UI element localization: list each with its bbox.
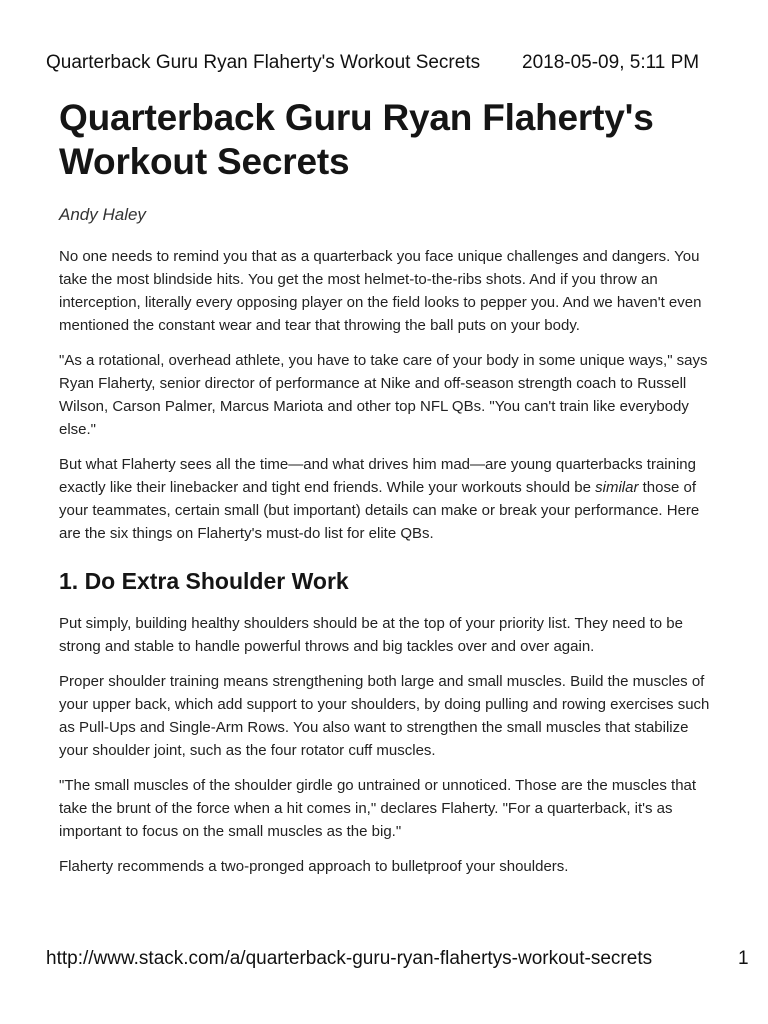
print-footer — [46, 948, 766, 976]
paragraph-3-text-after: those of your teammates, certain small (but important) details can make or break your performance. Here are the six things on Flaherty's must-do list for elite QBs. — [59, 479, 700, 542]
source-url-link[interactable]: http://www.stack.com/a/quarterback-guru-ryan-flahertys-workout-secrets — [46, 948, 653, 969]
paragraph-3-emphasis: similar — [595, 479, 639, 496]
paragraph-3-text-before: But what Flaherty sees all the time—and what drives him mad—are young quarterbacks training exactly like their linebacker and tight end friends. While your workouts should be — [59, 456, 696, 496]
section-1-heading: 1. Do Extra Shoulder Work — [59, 568, 349, 594]
article-paragraph-1: No one needs to remind you that as a quarterback you face unique challenges and dangers. You take the most blindside hits. You get the most helmet-to-the-ribs shots. And if you throw an interception, literally every opposing player on the field looks to pepper you. And we haven't even mentioned the constant wear and tear that throwing the ball puts on your body. — [59, 248, 702, 334]
article — [59, 96, 719, 878]
section-1-paragraph-3: "The small muscles of the shoulder girdle go untrained or unnoticed. Those are the muscles that take the brunt of the force when a hit comes in," declares Flaherty. "For a quarterback, it's as important to focus on the small muscles as the big." — [59, 777, 697, 840]
section-1-paragraph-4: Flaherty recommends a two-pronged approach to bulletproof your shoulders. — [59, 858, 569, 875]
page-number: 1 — [738, 948, 749, 969]
section-1-paragraph-2: Proper shoulder training means strengthening both large and small muscles. Build the muscles of your upper back, which add support to your shoulders, by doing pulling and rowing exercises such as Pull-Ups and Single-Arm Rows. You also want to strengthen the small muscles that stabilize your shoulder joint, such as the four rotator cuff muscles. — [59, 673, 710, 759]
article-paragraph-3 — [59, 453, 719, 545]
print-header-datetime: 2018-05-09, 5:11 PM — [522, 52, 700, 73]
print-header-title: Quarterback Guru Ryan Flaherty's Workout Secrets — [46, 52, 481, 73]
print-header — [46, 52, 746, 78]
section-1-paragraph-1: Put simply, building healthy shoulders should be at the top of your priority list. They need to be strong and stable to handle powerful throws and big tackles over and over again. — [59, 615, 683, 655]
article-title: Quarterback Guru Ryan Flaherty's Workout Secrets — [59, 97, 654, 182]
article-author: Andy Haley — [59, 205, 146, 224]
article-paragraph-2: "As a rotational, overhead athlete, you have to take care of your body in some unique ways," says Ryan Flaherty, senior director of performance at Nike and off-season strength coach to Russell Wilson, Carson Palmer, Marcus Mariota and other top NFL QBs. "You can't train like everybody else." — [59, 352, 708, 438]
